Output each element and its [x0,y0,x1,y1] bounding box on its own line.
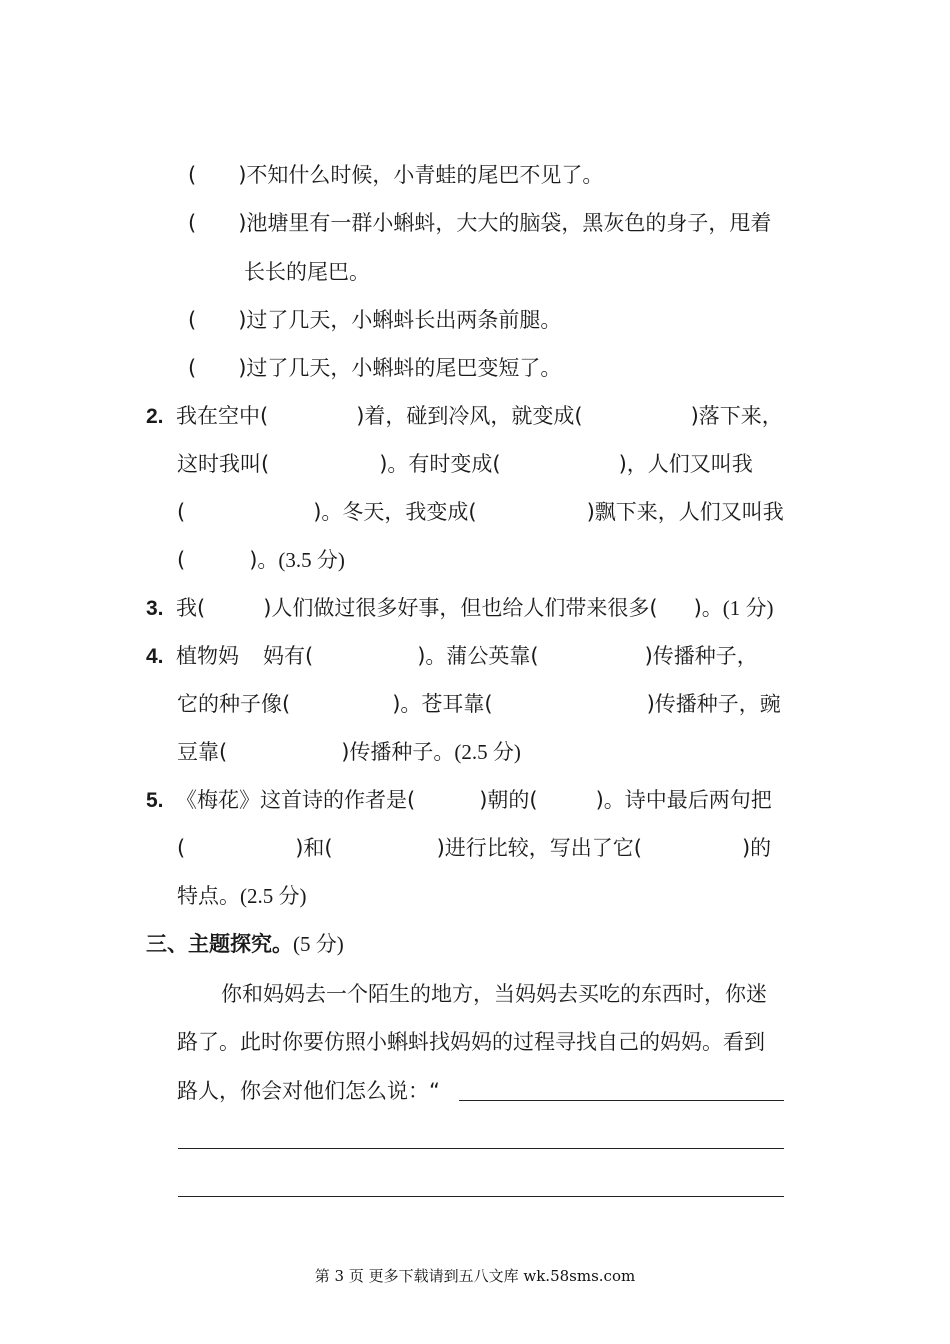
answer-bracket-open[interactable]: ( [188,356,197,380]
sequence-text: 长长的尾巴。 [244,260,370,284]
score-label: (1 分) [722,596,774,620]
answer-bracket-close[interactable]: ) [238,163,247,187]
question-text: )传播种子， [644,644,758,668]
question-text: ( [177,548,186,572]
answer-bracket-close[interactable]: ) [238,308,247,332]
score-label: (3.5 分) [278,548,345,572]
question-4-line-1 [146,642,758,671]
question-text: )朝的( [479,788,538,812]
question-text: ( [177,836,186,860]
question-text: )落下来， [690,404,783,428]
question-text: 《梅花》这首诗的作者是( [176,788,416,812]
page-footer: 第 3 页 更多下载请到五八文库 wk.58sms.com [314,1267,636,1285]
answer-bracket-open[interactable]: ( [188,163,197,187]
sequence-text: 池塘里有一群小蝌蚪，大大的脑袋，黑灰色的身子，甩着 [246,211,772,235]
paragraph-text: 你和妈妈去一个陌生的地方，当妈妈去买吃的东西时，你迷 [221,982,767,1006]
score-label: (2.5 分) [240,884,307,908]
question-number: 5. [146,789,164,812]
score-label: (5 分) [293,932,344,956]
question-text: 我在空中( [176,404,269,428]
section-3-paragraph-line-2 [177,1028,765,1056]
section-title: 三、主题探究。 [146,932,293,956]
paragraph-text: 路了。此时你要仿照小蝌蚪找妈妈的过程寻找自己的妈妈。看到 [177,1030,765,1054]
sequence-item-4 [188,354,561,382]
question-2-line-3 [177,498,784,526]
question-4-line-2 [177,690,781,718]
question-text: )。冬天，我变成( [313,500,477,524]
question-text: 这时我叫( [177,452,270,476]
question-text: 我( [176,596,206,620]
question-2-line-1 [146,402,783,431]
question-text: )进行比较，写出了它( [436,836,642,860]
sequence-item-2 [188,209,771,237]
question-2-line-4 [177,546,345,574]
question-text: )。有时变成( [379,452,501,476]
question-5-line-2 [177,834,771,862]
answer-bracket-close[interactable]: ) [238,356,247,380]
answer-line[interactable] [459,1100,784,1101]
section-3-heading [146,930,344,958]
question-text: 它的种子像( [177,692,291,716]
question-text: 植物妈 [176,644,239,668]
question-text: )。苍耳靠( [392,692,493,716]
question-text: )。 [693,596,723,620]
sequence-item-3 [188,306,561,334]
answer-line[interactable] [178,1148,784,1149]
question-text: ( [177,500,186,524]
sequence-text: 过了几天，小蝌蚪长出两条前腿。 [246,308,562,332]
question-text: )人们做过很多好事，但也给人们带来很多( [263,596,658,620]
sequence-text: 不知什么时候，小青蛙的尾巴不见了。 [246,163,604,187]
question-text: )的 [741,836,772,860]
section-3-paragraph-line-1 [221,980,767,1008]
question-text: )和( [295,836,333,860]
section-3-paragraph-line-3 [177,1077,440,1105]
question-text: )。 [249,548,279,572]
question-5-line-1 [146,786,772,815]
question-number: 3. [146,597,164,620]
question-4-line-3 [177,738,521,766]
question-text: 妈有( [263,644,314,668]
question-text: 豆靠( [177,740,228,764]
question-text: )。诗中最后两句把 [595,788,772,812]
question-text: )飘下来，人们又叫我 [586,500,784,524]
question-3-line-1 [146,594,774,623]
paragraph-text: 路人，你会对他们怎么说：“ [177,1079,440,1103]
question-2-line-2 [177,450,753,478]
question-text: )着，碰到冷风，就变成( [356,404,583,428]
answer-bracket-open[interactable]: ( [188,211,197,235]
question-text: )传播种子，豌 [646,692,781,716]
sequence-text: 过了几天，小蝌蚪的尾巴变短了。 [246,356,562,380]
score-label: (2.5 分) [454,740,521,764]
question-text: )传播种子。 [341,740,455,764]
answer-line[interactable] [178,1196,784,1197]
sequence-item-2-continuation [244,258,370,286]
question-number: 2. [146,405,164,428]
answer-bracket-open[interactable]: ( [188,308,197,332]
question-text: )。蒲公英靠( [417,644,539,668]
question-text: )，人们又叫我 [618,452,753,476]
question-number: 4. [146,645,164,668]
sequence-item-1 [188,161,603,189]
question-text: 特点。 [177,884,240,908]
question-5-line-3 [177,882,307,910]
answer-bracket-close[interactable]: ) [238,211,247,235]
